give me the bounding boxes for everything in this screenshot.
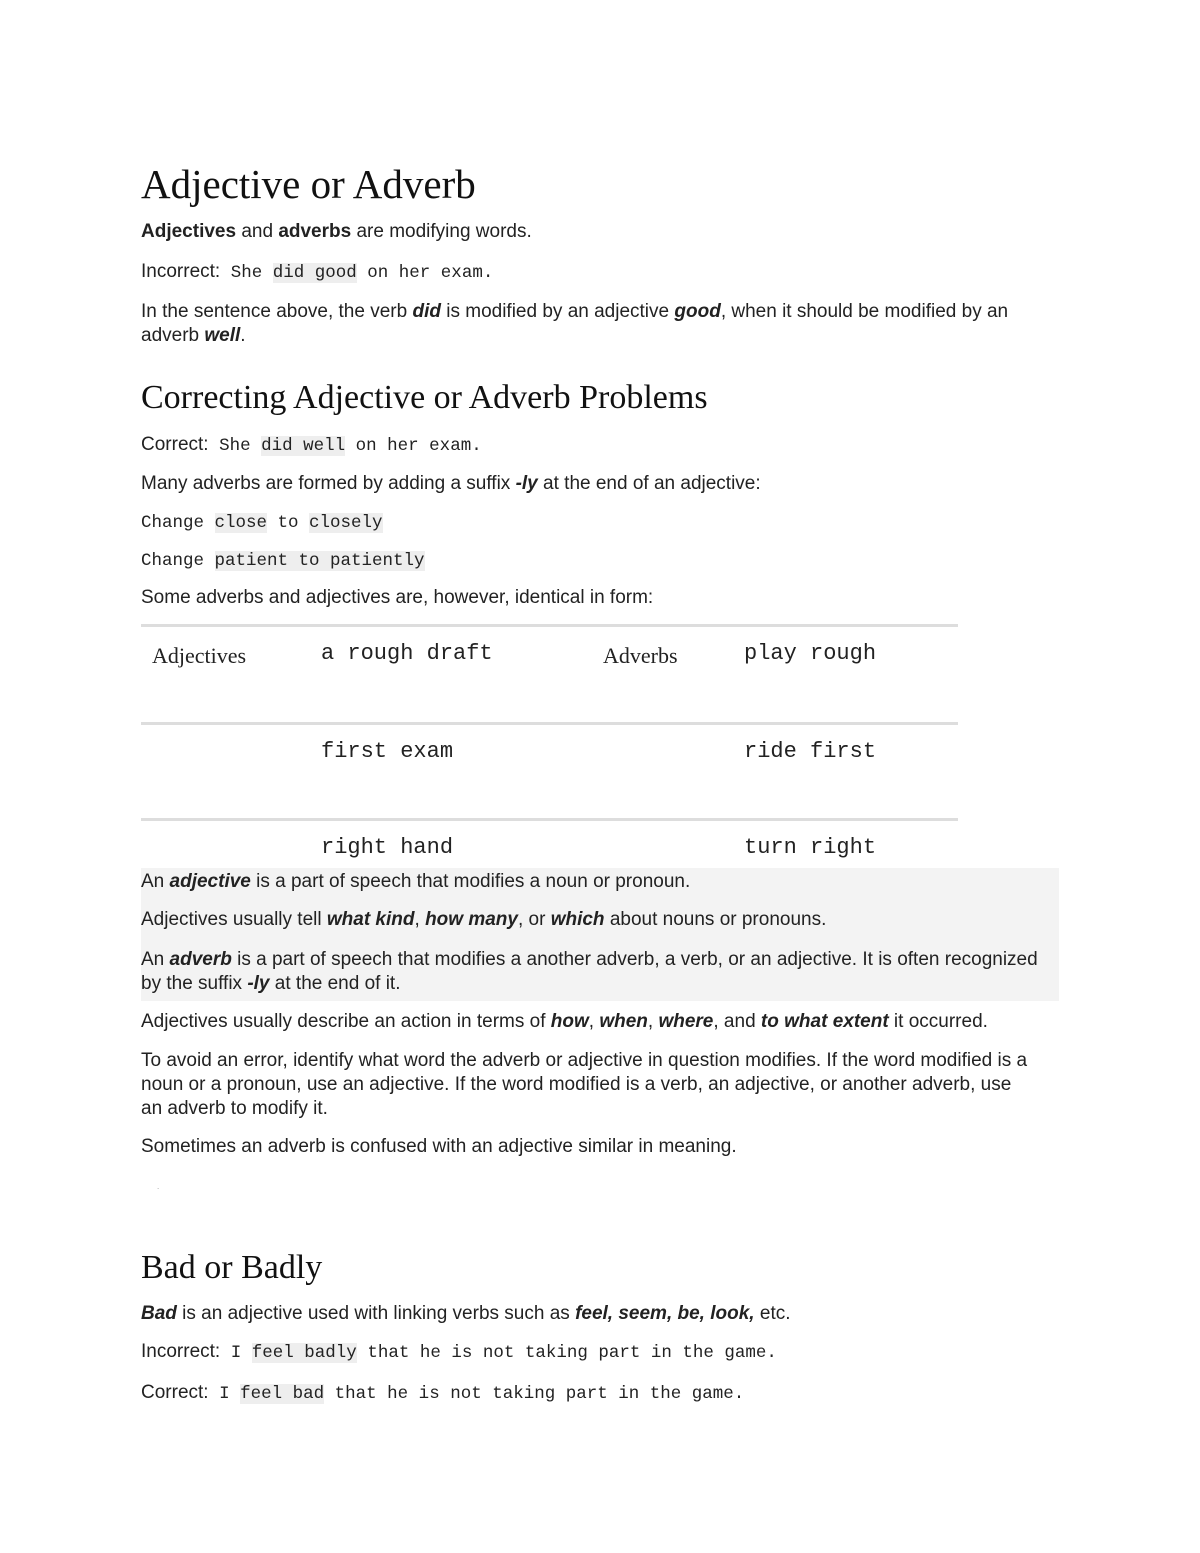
table-row (141, 626, 958, 724)
table-cell: turn right (744, 820, 958, 915)
explanation-paragraph: In the sentence above, the verb did is modified by an adjective good, when it should be modified by an adverb well. (141, 301, 1009, 346)
identical-paragraph: Some adverbs and adjectives are, however, identical in form: (141, 587, 654, 608)
code-highlight: feel bad (240, 1384, 325, 1404)
incorrect-example-1: Incorrect: She did good on her exam. (141, 261, 494, 283)
change-example-2: Change patient to patiently (141, 551, 425, 571)
code-highlight: feel badly (251, 1343, 357, 1363)
page-title: Adjective or Adverb (141, 161, 476, 207)
code-highlight: did good (272, 263, 357, 283)
table-row (141, 724, 958, 820)
adjectives-header: Adjectives (141, 626, 321, 724)
adverb-definition: An adverb is a part of speech that modifies a another adverb, a verb, or an adjective. It is often recognized by the suffix -ly at the end of it. (141, 949, 1038, 994)
table-cell: right hand (321, 820, 603, 915)
section-heading-bad-badly: Bad or Badly (141, 1249, 323, 1286)
adjective-describe-paragraph: Adjectives usually describe an action in terms of how, when, where, and to what extent it occurred. (141, 1011, 988, 1032)
confused-paragraph: Sometimes an adverb is confused with an adjective similar in meaning. (141, 1136, 737, 1157)
table-cell: first exam (321, 724, 603, 820)
bad-paragraph: Bad is an adjective used with linking verbs such as feel, seem, be, look, etc. (141, 1303, 791, 1324)
correct-example-1: Correct: She did well on her exam. (141, 434, 482, 456)
correct-example-2: Correct: I feel bad that he is not taking part in the game. (141, 1382, 745, 1404)
term-adverbs: adverbs (278, 221, 352, 242)
avoid-error-paragraph: To avoid an error, identify what word the adverb or adjective in question modifies. If the word modified is a noun or a pronoun, use an adjective. If the word modified is a verb, an adjective, or another adverb, use an adverb to modify it. (141, 1050, 1028, 1119)
adjective-tell-paragraph: Adjectives usually tell what kind, how many, or which about nouns or pronouns. (141, 909, 827, 930)
suffix-paragraph: Many adverbs are formed by adding a suffix -ly at the end of an adjective: (141, 473, 761, 494)
adverbs-header: Adverbs (603, 626, 744, 724)
table-cell: a rough draft (321, 626, 603, 724)
stray-dot: . (157, 1182, 160, 1191)
term-adjectives: Adjectives (141, 221, 237, 242)
section-heading-correcting: Correcting Adjective or Adverb Problems (141, 379, 708, 416)
change-example-1: Change close to closely (141, 513, 383, 533)
table-cell: play rough (744, 626, 958, 724)
adjective-definition: An adjective is a part of speech that modifies a noun or pronoun. (141, 871, 691, 892)
intro-paragraph: Adjectives and adverbs are modifying words. (141, 221, 532, 242)
incorrect-example-2: Incorrect: I feel badly that he is not taking part in the game. (141, 1341, 777, 1363)
table-cell: ride first (744, 724, 958, 820)
code-highlight: did well (261, 436, 346, 456)
